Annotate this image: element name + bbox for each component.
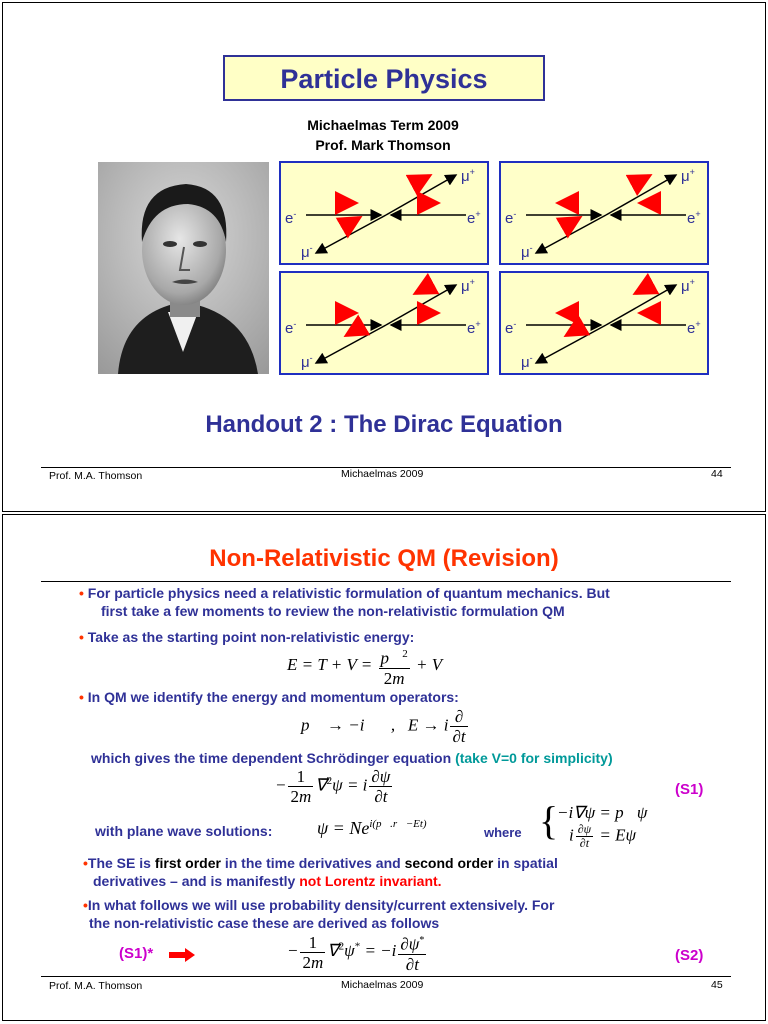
slide-title: Non-Relativistic QM (Revision) bbox=[209, 545, 559, 572]
plane-wave-text: with plane wave solutions: bbox=[95, 823, 273, 839]
slide-45 bbox=[2, 514, 766, 1021]
e-plus-label: e+ bbox=[467, 319, 481, 337]
footer-divider bbox=[41, 976, 731, 977]
brace: { bbox=[539, 798, 559, 843]
e-minus-label: e- bbox=[505, 319, 517, 337]
e-minus-label: e- bbox=[505, 209, 517, 227]
footer-term: Michaelmas 2009 bbox=[341, 979, 424, 991]
arrow-right-icon bbox=[169, 947, 195, 963]
bullet-se-order: •The SE is first order in the time derivatives and second order in spatial bbox=[83, 855, 558, 871]
handout-title: Handout 2 : The Dirac Equation bbox=[205, 411, 563, 438]
conjugate-equation: − $\frac{1}{2m}$ ∇⃗$^2$ψ* = −i $\frac{\partial\psi^*}{\partial t}$ bbox=[287, 932, 425, 974]
mu-plus-label: μ+ bbox=[461, 167, 475, 185]
bullet-operators: • In QM we identify the energy and momentum operators: bbox=[79, 689, 459, 705]
schrodinger-text: which gives the time dependent Schrödinger equation (take V=0 for simplicity) bbox=[91, 750, 613, 766]
bullet-relativistic-cont: first take a few moments to review the non-relativistic formulation QM bbox=[101, 603, 565, 619]
slide-44 bbox=[2, 2, 766, 512]
mu-minus-label: μ- bbox=[301, 243, 313, 261]
bullet-se-order-cont: derivatives – and is manifestly not Lorentz invariant. bbox=[93, 873, 442, 889]
slide-title: Particle Physics bbox=[223, 55, 545, 101]
mu-plus-label: μ+ bbox=[681, 167, 695, 185]
energy-equation: E = T + V = $\frac{p⃗^2}{2m}$ + V bbox=[287, 645, 442, 688]
mu-minus-label: μ- bbox=[301, 353, 313, 371]
scattering-panel-2 bbox=[499, 161, 709, 265]
mu-minus-label: μ- bbox=[521, 353, 533, 371]
operator-equations: p⃗ → −i∇⃗, E → i $\frac{\partial}{\partial t}$ bbox=[301, 707, 466, 746]
bullet-probability: •In what follows we will use probability density/current extensively. For bbox=[83, 897, 555, 913]
scattering-panel-1 bbox=[279, 161, 489, 265]
plane-wave-equation: $\psi = Ne^{i(p⃗.r⃗-Et)}$ bbox=[317, 818, 427, 838]
scattering-panel-3 bbox=[279, 271, 489, 375]
title-divider bbox=[41, 581, 731, 582]
where-eq-2: i $\frac{\partial\psi}{\partial t}$ = Eψ bbox=[569, 822, 637, 850]
where-eq-1: −i∇ψ = p⃗ψ bbox=[557, 803, 648, 822]
mu-minus-label: μ- bbox=[521, 243, 533, 261]
schrodinger-equation: − $\frac{1}{2m}$ ∇⃗$^2$ψ = i $\frac{\partial\psi}{\partial t}$ bbox=[275, 767, 391, 806]
e-minus-label: e- bbox=[285, 209, 297, 227]
bullet-probability-cont: the non-relativistic case these are derived as follows bbox=[89, 915, 440, 931]
footer-term: Michaelmas 2009 bbox=[341, 468, 424, 480]
e-plus-label: e+ bbox=[687, 209, 701, 227]
footer-author: Prof. M.A. Thomson bbox=[49, 470, 143, 482]
e-minus-label: e- bbox=[285, 319, 297, 337]
scattering-panel-4 bbox=[499, 271, 709, 375]
bullet-relativistic: • For particle physics need a relativistic formulation of quantum mechanics. But bbox=[79, 585, 610, 601]
mu-plus-label: μ+ bbox=[681, 277, 695, 295]
bullet-energy: • Take as the starting point non-relativistic energy: bbox=[79, 629, 415, 645]
portrait-photo bbox=[98, 162, 269, 374]
s1-label: (S1) bbox=[675, 781, 704, 798]
course-term: Michaelmas Term 2009 bbox=[307, 117, 459, 133]
page-number: 44 bbox=[711, 468, 723, 480]
e-plus-label: e+ bbox=[467, 209, 481, 227]
footer-author: Prof. M.A. Thomson bbox=[49, 980, 143, 992]
s1-star-label: (S1)* bbox=[119, 945, 154, 962]
course-author: Prof. Mark Thomson bbox=[315, 137, 451, 153]
s2-label: (S2) bbox=[675, 947, 704, 964]
e-plus-label: e+ bbox=[687, 319, 701, 337]
page-number: 45 bbox=[711, 979, 723, 991]
where-text: where bbox=[484, 825, 522, 840]
mu-plus-label: μ+ bbox=[461, 277, 475, 295]
